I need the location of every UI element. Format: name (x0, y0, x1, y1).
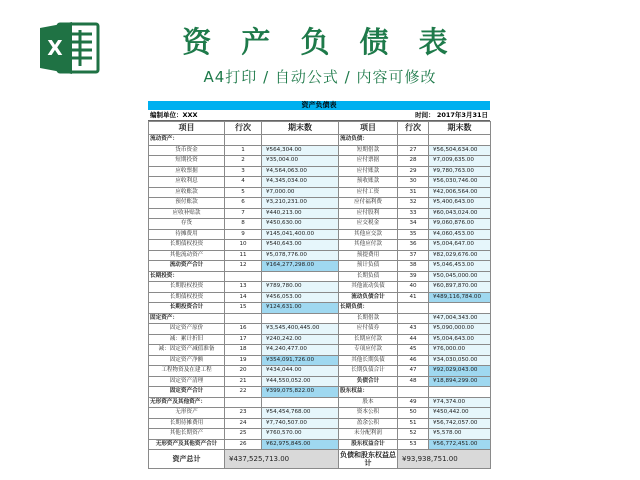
asset-line-number: 1 (225, 145, 262, 156)
liability-amount-cell[interactable]: ¥34,030,050.00 (429, 355, 491, 366)
asset-line-number: 18 (225, 345, 262, 356)
asset-line-number (225, 313, 262, 324)
asset-line-number: 6 (225, 198, 262, 209)
table-row (149, 366, 491, 377)
liability-item-label: 股东权益： (339, 387, 398, 398)
table-row (149, 324, 491, 335)
asset-line-number: 7 (225, 208, 262, 219)
asset-item-label: 待摊费用 (149, 229, 225, 240)
liability-line-number: 51 (398, 418, 429, 429)
table-row (149, 156, 491, 167)
liability-amount-cell[interactable]: ¥74,374.00 (429, 397, 491, 408)
liability-line-number: 52 (398, 429, 429, 440)
liability-item-label: 应付票据 (339, 156, 398, 167)
sheet-title: 资产负债表 (148, 101, 490, 110)
asset-item-label: 流动资产合计 (149, 261, 225, 272)
table-row (149, 292, 491, 303)
asset-item-label: 应收利息 (149, 177, 225, 188)
liability-item-label: 盈余公积 (339, 418, 398, 429)
liability-amount-cell[interactable]: ¥56,504,634.00 (429, 145, 491, 156)
asset-amount-cell[interactable]: ¥399,075,822.00 (262, 387, 339, 398)
liability-amount-cell[interactable]: ¥450,442.00 (429, 408, 491, 419)
liability-line-number: 28 (398, 156, 429, 167)
asset-item-label: 长期债权投资 (149, 292, 225, 303)
liability-item-label: 其他应交款 (339, 229, 398, 240)
asset-item-label: 固定资产净额 (149, 355, 225, 366)
liability-line-number: 50 (398, 408, 429, 419)
column-header: 项目 (339, 122, 398, 135)
liability-item-label: 股本 (339, 397, 398, 408)
asset-line-number (225, 135, 262, 146)
asset-item-label: 无形资产及其他资产合计 (149, 439, 225, 450)
table-header-row (149, 122, 491, 135)
liability-amount-cell[interactable]: ¥5,090,000.00 (429, 324, 491, 335)
page-title: 资 产 负 债 表 (182, 25, 458, 59)
svg-text:X: X (47, 36, 63, 60)
liability-amount-cell[interactable]: ¥42,006,564.00 (429, 187, 491, 198)
asset-amount-cell[interactable]: ¥164,277,298.00 (262, 261, 339, 272)
liability-item-label: 长期应付款 (339, 334, 398, 345)
liability-amount-cell[interactable]: ¥5,578.00 (429, 429, 491, 440)
table-row (149, 345, 491, 356)
asset-amount-cell[interactable]: ¥62,975,845.00 (262, 439, 339, 450)
liability-amount-cell[interactable]: ¥56,772,451.00 (429, 439, 491, 450)
liability-amount-cell (429, 135, 491, 146)
liability-item-label: 预计负债 (339, 261, 398, 272)
liabilities-equity-total-label: 负债和股东权益总计 (340, 451, 396, 467)
asset-line-number: 13 (225, 282, 262, 293)
liability-line-number: 48 (398, 376, 429, 387)
table-row (149, 177, 491, 188)
asset-amount-cell[interactable]: ¥760,570.00 (262, 429, 339, 440)
asset-amount-cell[interactable]: ¥4,240,477.00 (262, 345, 339, 356)
asset-line-number: 25 (225, 429, 262, 440)
liability-item-label: 应付账款 (339, 166, 398, 177)
asset-item-label: 应收账款 (149, 187, 225, 198)
asset-line-number: 5 (225, 187, 262, 198)
table-row (149, 145, 491, 156)
asset-item-label: 固定资产合计 (149, 387, 225, 398)
asset-item-label: 存货 (149, 219, 225, 230)
grand-total-row (149, 450, 491, 469)
asset-amount-cell[interactable]: ¥7,000.00 (262, 187, 339, 198)
column-header: 期末数 (262, 122, 339, 135)
liability-item-label: 应付债券 (339, 324, 398, 335)
asset-amount-cell[interactable]: ¥434,044.00 (262, 366, 339, 377)
table-row (149, 429, 491, 440)
asset-line-number (225, 397, 262, 408)
liabilities-equity-total-value[interactable]: ¥93,938,751.00 (398, 450, 491, 469)
liability-item-label: 应付工资 (339, 187, 398, 198)
asset-line-number: 2 (225, 156, 262, 167)
asset-amount-cell[interactable]: ¥35,004.00 (262, 156, 339, 167)
liability-amount-cell[interactable]: ¥7,009,635.00 (429, 156, 491, 167)
liability-item-label: 其他长期负债 (339, 355, 398, 366)
asset-item-label: 流动资产： (149, 135, 225, 146)
liability-line-number: 53 (398, 439, 429, 450)
asset-amount-cell[interactable]: ¥44,550,052.00 (262, 376, 339, 387)
liability-line-number: 27 (398, 145, 429, 156)
asset-line-number: 16 (225, 324, 262, 335)
liability-amount-cell[interactable]: ¥9,060,876.00 (429, 219, 491, 230)
liability-item-label: 其他应付款 (339, 240, 398, 251)
table-row (149, 387, 491, 398)
liability-item-label: 应交税金 (339, 219, 398, 230)
table-row (149, 397, 491, 408)
asset-amount-cell[interactable]: ¥7,740,507.00 (262, 418, 339, 429)
liability-amount-cell[interactable]: ¥489,116,784.00 (429, 292, 491, 303)
sheet-meta (148, 110, 490, 121)
asset-item-label: 其他长期资产 (149, 429, 225, 440)
liability-item-label: 长期负债： (339, 303, 398, 314)
asset-item-label: 减：固定资产减值准备 (149, 345, 225, 356)
table-row (149, 334, 491, 345)
liability-line-number: 39 (398, 271, 429, 282)
table-row (149, 303, 491, 314)
liability-line-number (398, 303, 429, 314)
unit-label: 编制单位：XXX (150, 111, 198, 119)
assets-total-label: 资产总计 (149, 450, 225, 469)
liability-item-label: 未分配利润 (339, 429, 398, 440)
asset-item-label: 货币资金 (149, 145, 225, 156)
asset-amount-cell[interactable]: ¥540,643.00 (262, 240, 339, 251)
asset-line-number: 24 (225, 418, 262, 429)
asset-item-label: 长期待摊费用 (149, 418, 225, 429)
liability-line-number: 38 (398, 261, 429, 272)
liability-item-label: 负债合计 (339, 376, 398, 387)
asset-item-label: 固定资产原价 (149, 324, 225, 335)
asset-amount-cell[interactable]: ¥456,053.00 (262, 292, 339, 303)
liability-line-number: 40 (398, 282, 429, 293)
liability-line-number (398, 135, 429, 146)
liability-line-number: 43 (398, 324, 429, 335)
asset-amount-cell (262, 271, 339, 282)
table-row (149, 187, 491, 198)
liability-line-number: 45 (398, 345, 429, 356)
liability-amount-cell[interactable]: ¥82,029,676.00 (429, 250, 491, 261)
table-row (149, 240, 491, 251)
liability-line-number: 49 (398, 397, 429, 408)
asset-line-number: 23 (225, 408, 262, 419)
liability-amount-cell[interactable]: ¥9,780,763.00 (429, 166, 491, 177)
liability-amount-cell[interactable]: ¥5,004,647.00 (429, 240, 491, 251)
asset-amount-cell[interactable]: ¥450,630.00 (262, 219, 339, 230)
asset-line-number: 12 (225, 261, 262, 272)
asset-amount-cell[interactable]: ¥145,041,400.00 (262, 229, 339, 240)
liability-item-label: 长期借款 (339, 313, 398, 324)
asset-item-label: 长期股权投资 (149, 282, 225, 293)
liability-amount-cell[interactable]: ¥50,045,000.00 (429, 271, 491, 282)
asset-item-label: 长期投资合计 (149, 303, 225, 314)
liability-line-number (398, 387, 429, 398)
liability-item-label: 流动负债合计 (339, 292, 398, 303)
asset-amount-cell[interactable]: ¥124,631.00 (262, 303, 339, 314)
liability-amount-cell[interactable]: ¥4,060,453.00 (429, 229, 491, 240)
column-header: 期末数 (429, 122, 491, 135)
liability-item-label: 应付股利 (339, 208, 398, 219)
asset-amount-cell[interactable]: ¥54,454,768.00 (262, 408, 339, 419)
asset-amount-cell[interactable]: ¥440,213.00 (262, 208, 339, 219)
asset-amount-cell[interactable]: ¥789,780.00 (262, 282, 339, 293)
liability-item-label: 预收账款 (339, 177, 398, 188)
table-row (149, 313, 491, 324)
asset-item-label: 减：累计折旧 (149, 334, 225, 345)
asset-line-number (225, 271, 262, 282)
liability-item-label: 股东权益合计 (339, 439, 398, 450)
table-row (149, 219, 491, 230)
liability-item-label: 流动负债： (339, 135, 398, 146)
liability-line-number (398, 313, 429, 324)
asset-line-number: 10 (225, 240, 262, 251)
liability-line-number: 46 (398, 355, 429, 366)
table-row (149, 282, 491, 293)
asset-line-number: 14 (225, 292, 262, 303)
balance-sheet (148, 101, 490, 469)
balance-table (148, 121, 491, 469)
liability-line-number: 31 (398, 187, 429, 198)
liability-amount-cell[interactable]: ¥92,029,043.00 (429, 366, 491, 377)
asset-line-number: 21 (225, 376, 262, 387)
table-row (149, 229, 491, 240)
asset-amount-cell[interactable]: ¥4,345,034.00 (262, 177, 339, 188)
liability-item-label: 其他流动负债 (339, 282, 398, 293)
table-row (149, 250, 491, 261)
assets-total-value[interactable]: ¥437,525,713.00 (225, 450, 339, 469)
liability-amount-cell[interactable]: ¥5,046,453.00 (429, 261, 491, 272)
asset-item-label: 应收补贴款 (149, 208, 225, 219)
asset-item-label: 短期投资 (149, 156, 225, 167)
asset-item-label: 无形资产及其他资产： (149, 397, 225, 408)
asset-amount-cell[interactable]: ¥3,210,231.00 (262, 198, 339, 209)
asset-amount-cell[interactable]: ¥4,564,063.00 (262, 166, 339, 177)
asset-amount-cell[interactable]: ¥5,078,776.00 (262, 250, 339, 261)
liability-amount-cell[interactable]: ¥56,742,057.00 (429, 418, 491, 429)
asset-item-label: 长期投资： (149, 271, 225, 282)
liability-line-number: 37 (398, 250, 429, 261)
liability-amount-cell[interactable]: ¥60,043,024.00 (429, 208, 491, 219)
asset-line-number: 22 (225, 387, 262, 398)
liability-item-label: 专项应付款 (339, 345, 398, 356)
liability-item-label: 长期负债 (339, 271, 398, 282)
table-row (149, 408, 491, 419)
liability-item-label: 短期借款 (339, 145, 398, 156)
liability-amount-cell[interactable]: ¥56,030,746.00 (429, 177, 491, 188)
table-row (149, 261, 491, 272)
page-subtitle: A4打印 / 自动公式 / 内容可修改 (203, 68, 437, 86)
liability-line-number: 36 (398, 240, 429, 251)
asset-amount-cell (262, 397, 339, 408)
asset-item-label: 固定资产清理 (149, 376, 225, 387)
table-row (149, 418, 491, 429)
asset-line-number: 9 (225, 229, 262, 240)
asset-amount-cell (262, 135, 339, 146)
asset-item-label: 应收票据 (149, 166, 225, 177)
liability-item-label: 预提费用 (339, 250, 398, 261)
asset-item-label: 固定资产： (149, 313, 225, 324)
table-row (149, 166, 491, 177)
liability-amount-cell (429, 387, 491, 398)
liability-line-number: 30 (398, 177, 429, 188)
liability-item-label: 应付福利费 (339, 198, 398, 209)
liability-line-number: 47 (398, 366, 429, 377)
liability-line-number: 34 (398, 219, 429, 230)
asset-line-number: 3 (225, 166, 262, 177)
table-row (149, 271, 491, 282)
table-row (149, 355, 491, 366)
asset-item-label: 工程物资及在建工程 (149, 366, 225, 377)
asset-item-label: 无形资产 (149, 408, 225, 419)
asset-line-number: 20 (225, 366, 262, 377)
asset-line-number: 19 (225, 355, 262, 366)
column-header: 行次 (225, 122, 262, 135)
asset-amount-cell[interactable]: ¥240,242.00 (262, 334, 339, 345)
asset-item-label: 长期债权投资 (149, 240, 225, 251)
liability-amount-cell[interactable]: ¥47,004,343.00 (429, 313, 491, 324)
table-row (149, 439, 491, 450)
liability-line-number: 33 (398, 208, 429, 219)
liability-item-label: 长期负债合计 (339, 366, 398, 377)
asset-line-number: 26 (225, 439, 262, 450)
table-row (149, 198, 491, 209)
asset-line-number: 4 (225, 177, 262, 188)
liability-line-number: 32 (398, 198, 429, 209)
asset-amount-cell (262, 313, 339, 324)
date-label: 时间： 2017年3月31日 (415, 111, 488, 119)
asset-amount-cell[interactable]: ¥354,091,726.00 (262, 355, 339, 366)
asset-amount-cell[interactable]: ¥3,545,400,445.00 (262, 324, 339, 335)
liability-amount-cell[interactable]: ¥60,897,870.00 (429, 282, 491, 293)
asset-item-label: 预付账款 (149, 198, 225, 209)
liability-amount-cell (429, 303, 491, 314)
liability-line-number: 29 (398, 166, 429, 177)
liability-line-number: 41 (398, 292, 429, 303)
column-header: 行次 (398, 122, 429, 135)
liability-amount-cell[interactable]: ¥5,400,643.00 (429, 198, 491, 209)
liability-item-label: 资本公积 (339, 408, 398, 419)
liability-amount-cell[interactable]: ¥5,004,643.00 (429, 334, 491, 345)
liability-amount-cell[interactable]: ¥76,000.00 (429, 345, 491, 356)
asset-line-number: 15 (225, 303, 262, 314)
liability-line-number: 35 (398, 229, 429, 240)
table-row (149, 208, 491, 219)
liability-amount-cell[interactable]: ¥18,894,299.00 (429, 376, 491, 387)
liability-line-number: 44 (398, 334, 429, 345)
asset-line-number: 17 (225, 334, 262, 345)
asset-line-number: 8 (225, 219, 262, 230)
table-row (149, 376, 491, 387)
column-header: 项目 (149, 122, 225, 135)
table-row (149, 135, 491, 146)
asset-amount-cell[interactable]: ¥564,304.00 (262, 145, 339, 156)
asset-item-label: 其他流动资产 (149, 250, 225, 261)
asset-line-number: 11 (225, 250, 262, 261)
